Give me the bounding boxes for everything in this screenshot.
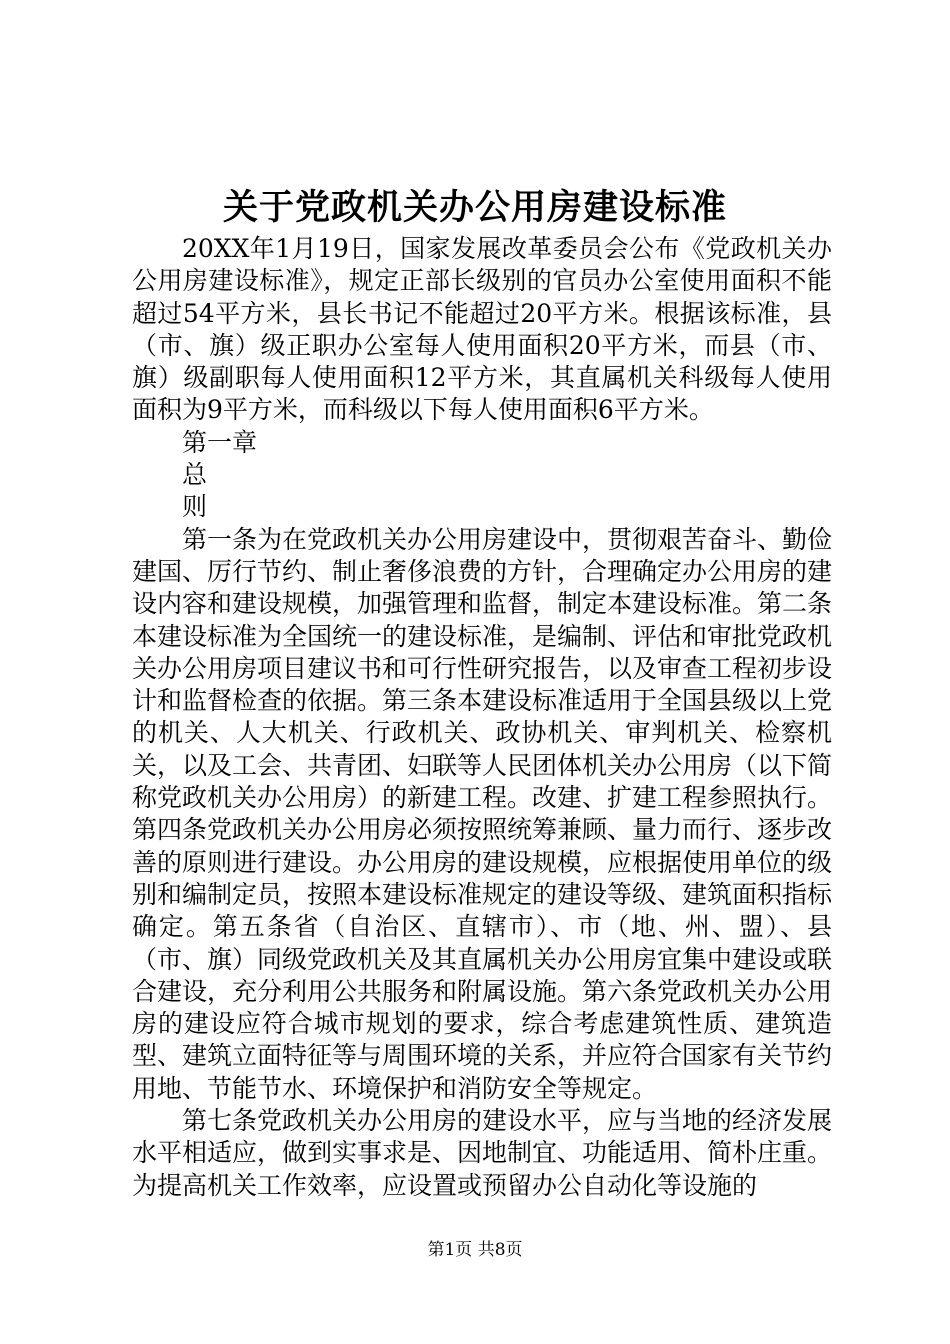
article-paragraph-2: 第七条党政机关办公用房的建设水平，应与当地的经济发展水平相适应，做到实事求是、因地制宜、功能适用、简朴庄重。为提高机关工作效率，应设置或预留办公自动化等设施的 — [132, 1106, 833, 1200]
chapter-name-char-2: 则 — [182, 492, 208, 522]
document-body — [132, 233, 832, 1202]
chapter-number: 第一章 — [182, 427, 258, 457]
chapter-name-char-1: 总 — [182, 460, 208, 490]
page-footer: 第1页 共8页 — [427, 1240, 523, 1260]
document-title: 关于党政机关办公用房建设标准 — [222, 187, 727, 228]
article-paragraph-1: 第一条为在党政机关办公用房建设中，贯彻艰苦奋斗、勤俭建国、厉行节约、制止奢侈浪费的方针，合理确定办公用房的建设内容和建设规模，加强管理和监督，制定本建设标准。第二条本建设标准为全国统一的建设标准，是编制、评估和审批党政机关办公用房项目建议书和可行性研究报告，以及审查工程初步设计和监督检查的依据。第三条本建设标准适用于全国县级以上党的机关、人大机关、行政机关、政协机关、审判机关、检察机关，以及工会、共青团、妇联等人民团体机关办公用房（以下简称党政机关办公用房）的新建工程。改建、扩建工程参照执行。第四条党政机关办公用房必须按照统筹兼顾、量力而行、逐步改善的原则进行建设。办公用房的建设规模，应根据使用单位的级别和编制定员，按照本建设标准规定的建设等级、建筑面积指标确定。第五条省（自治区、直辖市）、市（地、州、盟）、县（市、旗）同级党政机关及其直属机关办公用房宜集中建设或联合建设，充分利用公共服务和附属设施。第六条党政机关办公用房的建设应符合城市规划的要求，综合考虑建筑性质、建筑造型、建筑立面特征等与周围环境的关系，并应符合国家有关节约用地、节能节水、环境保护和消防安全等规定。 — [132, 524, 833, 1103]
intro-paragraph: 20XX年1月19日，国家发展改革委员会公布《党政机关办公用房建设标准》，规定正部长级别的官员办公室使用面积不能超过54平方米，县长书记不能超过20平方米。根据该标准，县（市、旗）级正职办公室每人使用面积20平方米，而县（市、旗）级副职每人使用面积12平方米，其直属机关科级每人使用面积为9平方米，而科级以下每人使用面积6平方米。 — [132, 234, 832, 425]
